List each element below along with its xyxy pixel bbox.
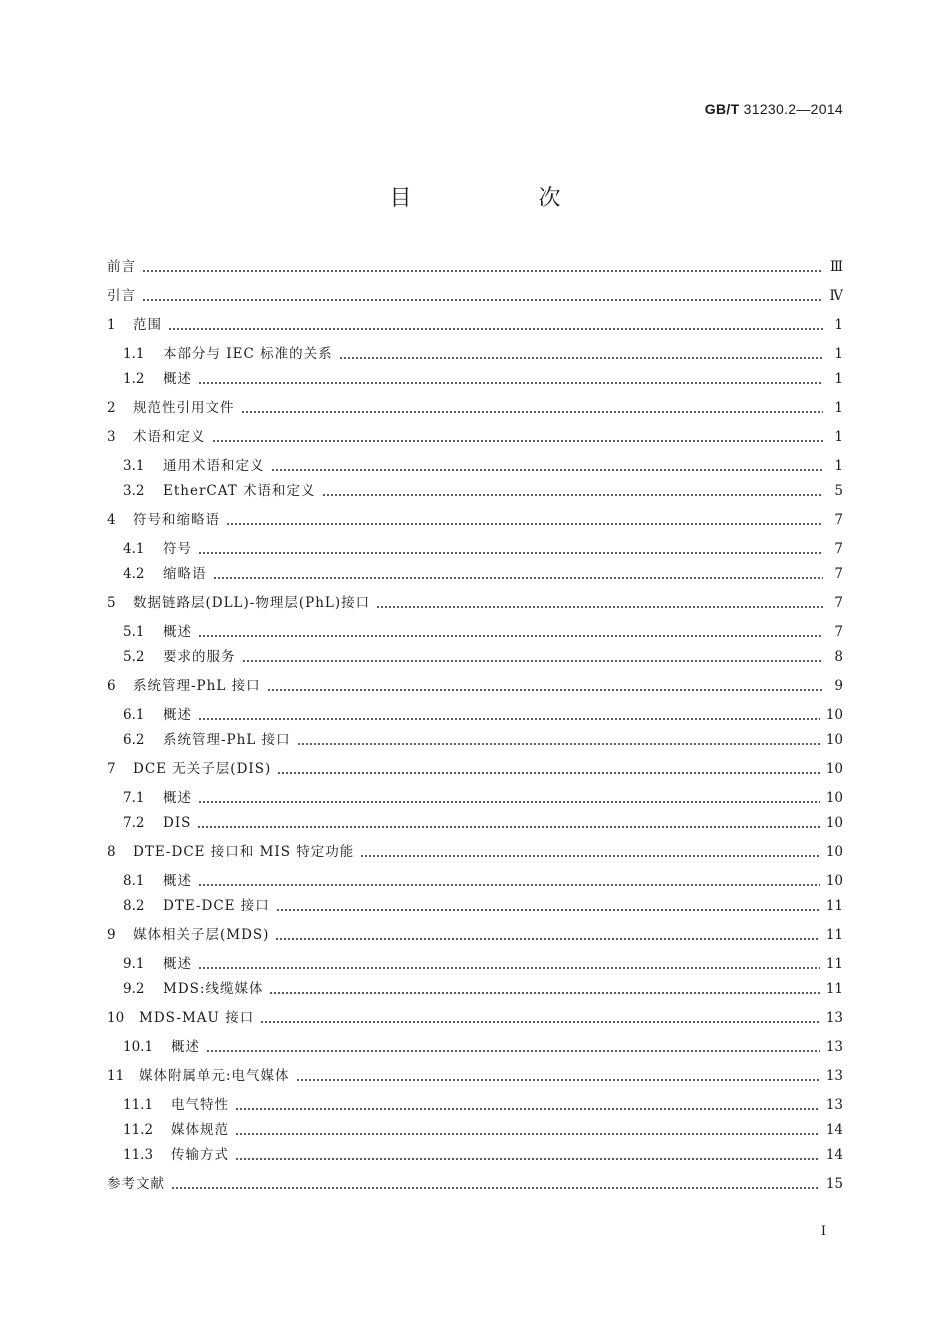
toc-entry-number: 6.2 xyxy=(123,732,145,748)
toc-entry-number: 7.1 xyxy=(123,790,145,806)
toc-entry-label: 前言 xyxy=(107,259,136,275)
page-number: I xyxy=(820,1224,826,1239)
toc-entry[interactable] xyxy=(107,978,843,1000)
toc-entry[interactable] xyxy=(107,870,843,892)
toc-entry-page: 1 xyxy=(834,429,843,445)
toc-entry-label: 媒体附属单元:电气媒体 xyxy=(139,1068,290,1084)
toc-entry-page: 15 xyxy=(825,1176,843,1192)
toc-entry-number: 1.1 xyxy=(123,346,145,362)
toc-entry-page: 1 xyxy=(834,346,843,362)
toc-entry-page: 1 xyxy=(834,400,843,416)
toc-entry[interactable] xyxy=(107,787,843,809)
toc-entry-label: 媒体相关子层(MDS) xyxy=(133,927,270,943)
toc-entry-page: 13 xyxy=(825,1068,843,1084)
dot-leader xyxy=(198,953,820,975)
dot-leader xyxy=(322,480,823,502)
toc-entry[interactable] xyxy=(107,592,843,614)
dot-leader xyxy=(206,1036,820,1058)
toc-entry-number: 2 xyxy=(107,400,116,416)
toc-entry[interactable] xyxy=(107,343,843,365)
toc-entry-label: 电气特性 xyxy=(171,1097,229,1113)
toc-entry[interactable] xyxy=(107,1144,843,1166)
toc-entry-label: 概述 xyxy=(163,790,192,806)
toc-entry-label: MDS-MAU 接口 xyxy=(139,1010,255,1026)
toc-entry[interactable] xyxy=(107,455,843,477)
toc-entry-number: 11.3 xyxy=(123,1147,154,1163)
toc-entry-number: 1 xyxy=(107,317,116,333)
dot-leader xyxy=(376,592,823,614)
toc-entry-number: 8.2 xyxy=(123,898,145,914)
toc-entry-page: 8 xyxy=(834,649,843,665)
dot-leader xyxy=(168,314,823,336)
toc-entry[interactable] xyxy=(107,314,843,336)
toc-entry-label: 概述 xyxy=(163,873,192,889)
dot-leader xyxy=(226,509,823,531)
toc-entry-number: 6 xyxy=(107,678,116,694)
toc-entry-number: 11 xyxy=(107,1068,125,1084)
toc-entry-number: 3 xyxy=(107,429,116,445)
toc-entry-page: 13 xyxy=(825,1010,843,1026)
toc-entry[interactable] xyxy=(107,621,843,643)
toc-entry[interactable] xyxy=(107,953,843,975)
toc-entry-label: 概述 xyxy=(163,956,192,972)
toc-entry-page: 7 xyxy=(834,595,843,611)
standard-prefix: GB/T xyxy=(704,101,740,117)
toc-entry-page: Ⅲ xyxy=(829,259,843,275)
toc-entry-page: 7 xyxy=(834,566,843,582)
dot-leader xyxy=(142,285,823,307)
toc-entry-number: 9 xyxy=(107,927,116,943)
toc-entry-page: 14 xyxy=(825,1122,843,1138)
toc-entry-page: 10 xyxy=(825,761,843,777)
toc-entry-page: 11 xyxy=(825,956,843,972)
dot-leader xyxy=(235,1119,820,1141)
toc-entry-label: DCE 无关子层(DIS) xyxy=(133,761,272,777)
dot-leader xyxy=(339,343,823,365)
toc-entry[interactable] xyxy=(107,509,843,531)
dot-leader xyxy=(198,704,820,726)
toc-entry-page: 13 xyxy=(825,1039,843,1055)
dot-leader xyxy=(260,1007,820,1029)
toc-entry[interactable] xyxy=(107,256,843,278)
standard-number: 31230.2—2014 xyxy=(743,101,843,117)
page-title: 目 次 xyxy=(389,186,621,211)
toc-entry-label: 本部分与 IEC 标准的关系 xyxy=(163,346,333,362)
toc-entry-number: 7.2 xyxy=(123,815,145,831)
toc-entry-number: 11.1 xyxy=(123,1097,154,1113)
toc-entry-number: 6.1 xyxy=(123,707,145,723)
dot-leader xyxy=(212,426,824,448)
toc-entry-page: 1 xyxy=(834,371,843,387)
toc-entry-label: MDS:线缆媒体 xyxy=(163,981,264,997)
dot-leader xyxy=(275,924,819,946)
toc-entry-label: 缩略语 xyxy=(163,566,207,582)
toc-entry-label: 系统管理-PhL 接口 xyxy=(163,732,291,748)
toc-entry-page: 10 xyxy=(825,844,843,860)
toc-entry[interactable] xyxy=(107,563,843,585)
dot-leader xyxy=(197,812,819,834)
toc-entry-label: 范围 xyxy=(133,317,162,333)
toc-entry[interactable] xyxy=(107,285,843,307)
dot-leader xyxy=(269,978,819,1000)
toc-entry-number: 4.2 xyxy=(123,566,145,582)
toc-entry-page: 10 xyxy=(825,873,843,889)
document-code xyxy=(705,101,843,117)
toc-entry-number: 8 xyxy=(107,844,116,860)
dot-leader xyxy=(198,621,823,643)
dot-leader xyxy=(296,1065,820,1087)
toc-entry-page: 10 xyxy=(825,732,843,748)
toc-entry-number: 5.2 xyxy=(123,649,145,665)
toc-entry[interactable] xyxy=(107,758,843,780)
toc-entry-number: 3.1 xyxy=(123,458,145,474)
dot-leader xyxy=(277,758,820,780)
toc-entry[interactable] xyxy=(107,368,843,390)
toc-entry-number: 3.2 xyxy=(123,483,145,499)
toc-entry[interactable] xyxy=(107,397,843,419)
toc-entry[interactable] xyxy=(107,1036,843,1058)
toc-entry-label: 术语和定义 xyxy=(133,429,206,445)
toc-entry-page: 7 xyxy=(834,624,843,640)
toc-entry-number: 11.2 xyxy=(123,1122,154,1138)
dot-leader xyxy=(271,455,824,477)
toc-entry[interactable] xyxy=(107,675,843,697)
toc-entry-label: EtherCAT 术语和定义 xyxy=(163,483,316,499)
toc-entry-label: 系统管理-PhL 接口 xyxy=(133,678,261,694)
toc-entry[interactable] xyxy=(107,704,843,726)
toc-entry[interactable] xyxy=(107,1094,843,1116)
toc-entry[interactable] xyxy=(107,924,843,946)
dot-leader xyxy=(198,787,820,809)
toc-entry-label: 符号和缩略语 xyxy=(133,512,220,528)
toc-entry-page: 10 xyxy=(825,815,843,831)
dot-leader xyxy=(235,1094,820,1116)
toc-entry-number: 1.2 xyxy=(123,371,145,387)
toc-entry-label: 数据链路层(DLL)-物理层(PhL)接口 xyxy=(133,595,371,611)
dot-leader xyxy=(213,563,824,585)
dot-leader xyxy=(242,646,824,668)
toc-entry-label: 概述 xyxy=(163,707,192,723)
toc-entry-label: 媒体规范 xyxy=(171,1122,229,1138)
toc-entry-number: 9.2 xyxy=(123,981,145,997)
dot-leader xyxy=(198,870,820,892)
toc-entry-label: 概述 xyxy=(163,371,192,387)
toc-entry[interactable] xyxy=(107,895,843,917)
toc-entry-label: 概述 xyxy=(171,1039,200,1055)
toc-entry-label: DTE-DCE 接口 xyxy=(163,898,270,914)
toc-entry-page: 7 xyxy=(834,541,843,557)
toc-entry-page: 11 xyxy=(825,981,843,997)
toc-entry-number: 4 xyxy=(107,512,116,528)
dot-leader xyxy=(142,256,823,278)
toc-entry-number: 10.1 xyxy=(123,1039,154,1055)
toc-entry-label: DTE-DCE 接口和 MIS 特定功能 xyxy=(133,844,355,860)
toc-entry[interactable] xyxy=(107,1173,843,1195)
toc-entry-label: 要求的服务 xyxy=(163,649,236,665)
toc-entry-number: 7 xyxy=(107,761,116,777)
dot-leader xyxy=(297,729,820,751)
toc-entry-label: 引言 xyxy=(107,288,136,304)
toc-entry-number: 10 xyxy=(107,1010,125,1026)
toc-entry-number: 5 xyxy=(107,595,116,611)
toc-entry-page: 13 xyxy=(825,1097,843,1113)
toc-entry-page: 10 xyxy=(825,707,843,723)
toc-entry-page: 11 xyxy=(825,898,843,914)
dot-leader xyxy=(198,538,823,560)
toc-entry[interactable] xyxy=(107,841,843,863)
toc-entry-number: 5.1 xyxy=(123,624,145,640)
toc-entry-number: 4.1 xyxy=(123,541,145,557)
dot-leader xyxy=(360,841,820,863)
toc-entry-page: 10 xyxy=(825,790,843,806)
toc-entry[interactable] xyxy=(107,1119,843,1141)
dot-leader xyxy=(171,1173,820,1195)
toc-entry-page: 5 xyxy=(834,483,843,499)
toc-entry[interactable] xyxy=(107,1007,843,1029)
toc-entry-page: 1 xyxy=(834,317,843,333)
toc-entry-label: 参考文献 xyxy=(107,1176,165,1192)
toc-entry[interactable] xyxy=(107,426,843,448)
toc-entry-page: Ⅳ xyxy=(829,288,843,304)
dot-leader xyxy=(241,397,824,419)
toc-entry-label: 概述 xyxy=(163,624,192,640)
toc-entry-page: 7 xyxy=(834,512,843,528)
toc-entry-label: 通用术语和定义 xyxy=(163,458,265,474)
toc-entry-label: 规范性引用文件 xyxy=(133,400,235,416)
toc-entry-label: 符号 xyxy=(163,541,192,557)
dot-leader xyxy=(235,1144,820,1166)
toc-entry[interactable] xyxy=(107,812,843,834)
dot-leader xyxy=(198,368,823,390)
toc-entry-page: 14 xyxy=(825,1147,843,1163)
dot-leader xyxy=(267,675,823,697)
toc-entry[interactable] xyxy=(107,1065,843,1087)
dot-leader xyxy=(276,895,820,917)
toc-entry-page: 1 xyxy=(834,458,843,474)
toc-entry[interactable] xyxy=(107,480,843,502)
toc-entry[interactable] xyxy=(107,646,843,668)
toc-entry-page: 11 xyxy=(825,927,843,943)
toc-entry[interactable] xyxy=(107,538,843,560)
toc-entry-label: 传输方式 xyxy=(171,1147,229,1163)
toc-entry-number: 9.1 xyxy=(123,956,145,972)
toc-entry-page: 9 xyxy=(834,678,843,694)
toc-entry[interactable] xyxy=(107,729,843,751)
toc-entry-label: DIS xyxy=(163,815,192,831)
toc-entry-number: 8.1 xyxy=(123,873,145,889)
